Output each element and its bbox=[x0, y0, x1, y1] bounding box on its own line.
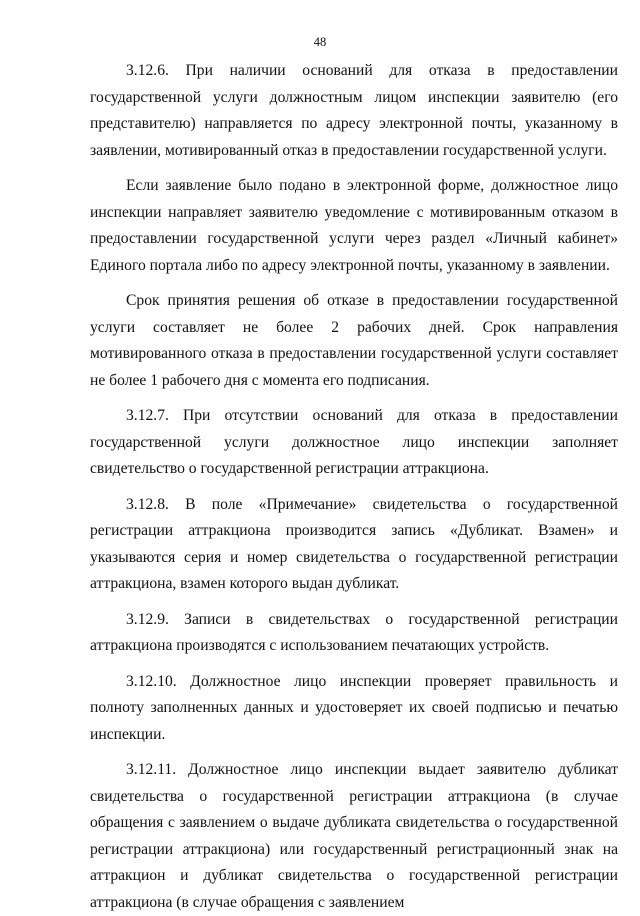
document-body bbox=[90, 58, 618, 916]
paragraph-refusal-term: Срок принятия решения об отказе в предоставлении государственной услуги составляет не более 2 рабочих дней. Срок направления мотивированного отказа в предоставлении государственной услуги составляет не более 1 рабочего дня с момента его подписания. bbox=[90, 292, 618, 389]
page-number: 48 bbox=[313, 35, 327, 49]
paragraph-3-12-6: 3.12.6. При наличии оснований для отказа в предоставлении государственной услуги должностным лицом инспекции заявителю (его представителю) направляется по адресу электронной почты, указанному в заявлении, мотивированный отказ в предоставлении государственной услуги. bbox=[90, 62, 618, 159]
paragraph-3-12-10: 3.12.10. Должностное лицо инспекции проверяет правильность и полноту заполненных данных и удостоверяет их своей подписью и печатью инспекции. bbox=[90, 672, 618, 743]
paragraph-electronic-form: Если заявление было подано в электронной форме, должностное лицо инспекции направляет заявителю уведомление с мотивированным отказом в предоставлении государственной услуги через раздел «Личный кабинет» Единого портала либо по адресу электронной почты, указанному в заявлении. bbox=[90, 177, 618, 274]
paragraph-3-12-11: 3.12.11. Должностное лицо инспекции выдает заявителю дубликат свидетельства о государственной регистрации аттракциона (в случае обращения с заявлением о выдаче дубликата свидетельства о государственной регистрации аттракциона) или государственный регистрационный знак на аттракцион и дубликат свидетельства о государственной регистрации аттракциона (в случае обращения с заявлением bbox=[90, 761, 618, 911]
paragraph-3-12-7: 3.12.7. При отсутствии оснований для отказа в предоставлении государственной услуги должностное лицо инспекции заполняет свидетельство о государственной регистрации аттракциона. bbox=[90, 407, 618, 477]
paragraph-3-12-9: 3.12.9. Записи в свидетельствах о государственной регистрации аттракциона производятся с использованием печатающих устройств. bbox=[90, 610, 618, 654]
paragraph-3-12-8: 3.12.8. В поле «Примечание» свидетельства о государственной регистрации аттракциона производится запись «Дубликат. Взамен» и указываются серия и номер свидетельства о государственной регистрации аттракциона, взамен которого выдан дубликат. bbox=[90, 495, 618, 592]
